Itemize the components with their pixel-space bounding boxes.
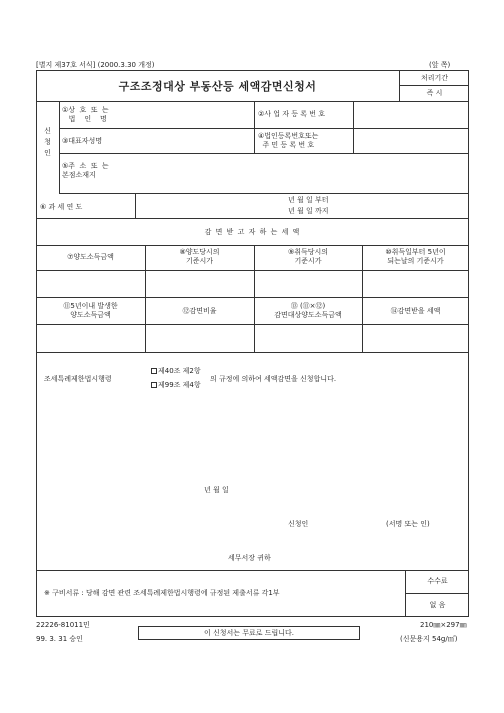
option-article-99-label: 제99조 제4항 xyxy=(158,381,201,389)
form-number: [별지 제37호 서식] (2000.3.30 개정) xyxy=(36,61,155,69)
paper-type: (신문용지 54g/㎡) xyxy=(400,635,458,643)
reducible-income-label: ⑬ (⑪×⑫) 감면대상양도소득금액 xyxy=(274,302,342,319)
transfer-standard-price-label: ⑧양도당시의 기준시가 xyxy=(179,248,220,265)
required-documents: ※ 구비서류 : 당해 감면 관련 조세특례제한법시행령에 규정된 제출서류 각1부 xyxy=(44,589,280,597)
business-reg-no-field[interactable] xyxy=(354,102,468,127)
tax-year-to: 년 월 일 까지 xyxy=(288,207,329,215)
corp-or-resident-no-label: ④법인등록번호또는 주 민 등 록 번 호 xyxy=(258,132,319,149)
corp-or-resident-no-field[interactable] xyxy=(354,129,468,152)
five-year-standard-price-field[interactable] xyxy=(363,271,468,296)
acquisition-standard-price-label: ⑨취득당시의 기준시가 xyxy=(287,248,329,265)
reduction-tax-label: ⑭감면받을 세액 xyxy=(390,307,441,315)
recipient: 세무서장 귀하 xyxy=(228,554,271,562)
checkbox-article-99[interactable] xyxy=(151,382,157,388)
reduction-rate-label: ⑫감면비율 xyxy=(182,307,217,315)
tax-year-from: 년 월 일 부터 xyxy=(288,196,329,204)
page-side: (앞 쪽) xyxy=(429,61,451,69)
option-article-99[interactable] xyxy=(151,381,201,390)
five-year-income-field[interactable] xyxy=(37,325,144,351)
form-title: 구조조정대상 부동산등 세액감면신청서 xyxy=(118,80,317,93)
reducible-income-field[interactable] xyxy=(255,325,361,351)
five-year-standard-price-label: ⑩취득일부터 5년이 되는날의 기준시가 xyxy=(385,248,446,265)
applicant-name-field[interactable] xyxy=(318,516,382,532)
fee-value: 없 음 xyxy=(429,601,446,609)
fee-label: 수수료 xyxy=(427,577,448,585)
five-year-income-label: ⑪5년이내 발생한 양도소득금액 xyxy=(63,302,118,319)
paper-size: 210㎜×297㎜ xyxy=(420,621,467,629)
law-name: 조세특례제한법시행령 xyxy=(44,375,112,383)
applicant-section-label: 신 청 인 xyxy=(44,127,51,158)
company-name-label: ①상 호 또 는 법 인 명 xyxy=(62,106,109,123)
representative-field[interactable] xyxy=(130,129,253,152)
reduction-tax-field[interactable] xyxy=(363,325,468,351)
transfer-income-label: ⑦양도소득금액 xyxy=(67,253,114,261)
transfer-standard-price-field[interactable] xyxy=(146,271,253,296)
representative-label: ③대표자성명 xyxy=(62,137,103,145)
approval-date: 99. 3. 31 승인 xyxy=(36,635,83,643)
form-code: 22226-81011민 xyxy=(36,621,90,629)
reduction-heading: 감 면 받 고 자 하 는 세 액 xyxy=(204,228,301,236)
option-article-40-label: 제40조 제2항 xyxy=(158,367,201,375)
address-label: ⑤주 소 또 는 본점소재지 xyxy=(62,162,109,179)
applicant-signature-label: 신청인 xyxy=(288,520,309,528)
declaration-text: 의 규정에 의하여 세액감면을 신청합니다. xyxy=(210,375,337,383)
tax-year-label: ⑥ 과 세 연 도 xyxy=(40,203,83,211)
reduction-rate-field[interactable] xyxy=(146,325,253,351)
transfer-income-field[interactable] xyxy=(37,271,144,296)
business-reg-no-label: ②사 업 자 등 록 번 호 xyxy=(258,110,325,118)
free-notice: 이 신청서는 무료로 드립니다. xyxy=(138,626,360,640)
checkbox-article-40[interactable] xyxy=(151,368,157,374)
address-field[interactable] xyxy=(130,154,468,192)
application-date: 년 월 일 xyxy=(204,486,229,494)
option-article-40[interactable] xyxy=(151,367,201,376)
acquisition-standard-price-field[interactable] xyxy=(255,271,361,296)
processing-period-value: 즉 시 xyxy=(426,89,443,97)
processing-period-label: 처리기간 xyxy=(420,74,449,82)
company-name-field[interactable] xyxy=(130,102,253,127)
signature-or-seal: (서명 또는 인) xyxy=(386,520,430,528)
